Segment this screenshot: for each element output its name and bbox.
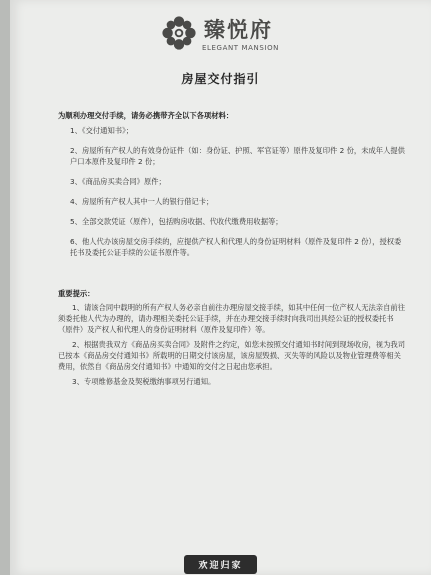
material-item: 1、《交付通知书》； xyxy=(70,126,134,135)
flower-logo-icon xyxy=(160,14,198,52)
intro-text: 为顺利办理交付手续，请务必携带齐全以下各项材料： xyxy=(58,111,234,120)
materials-list xyxy=(58,125,408,267)
notes-list xyxy=(58,302,408,391)
brand-name-en: ELEGANT MANSION xyxy=(202,44,280,52)
document-page xyxy=(10,0,431,575)
footer-bar xyxy=(10,553,431,575)
note-item: 2、根据贵我双方《商品房买卖合同》及附件之约定，如您未按照交付通知书时间到现场收房，视为我司已按本《商品房交付通知书》所载明的日期交付该房屋，该房屋毁损、灭失等的风险以及物业管理费等相关费用，依然自《商品房交付通知书》中通知的交付之日起由您承担。 xyxy=(58,340,405,371)
material-item: 2、房屋所有产权人的有效身份证件（如：身份证、护照、军官证等）原件及复印件 2 份，未成年人提供户口本原件及复印件 2 份； xyxy=(70,146,405,166)
note-item: 1、请该合同中载明的所有产权人务必亲自前往办理房屋交接手续，如其中任何一位产权人无法亲自前往须委托他人代为办理的，请办理相关委托公证手续，并在办理交接手续时向我司出具经公证的授权委托书（原件）及产权人和代理人的身份证明材料（原件及复印件）等。 xyxy=(58,303,405,334)
brand-name-cn: 臻悦府 xyxy=(204,18,273,42)
material-item: 4、房屋所有产权人其中一人的银行借记卡； xyxy=(70,197,214,206)
welcome-banner: 欢迎归家 xyxy=(184,555,256,574)
material-item: 3、《商品房买卖合同》原件； xyxy=(70,177,166,186)
document-title: 房屋交付指引 xyxy=(181,72,260,86)
material-item: 5、全部交款凭证（原件），包括购房收据、代收代缴费用收据等； xyxy=(70,217,283,226)
brand-logo xyxy=(160,10,300,60)
notes-heading: 重要提示： xyxy=(58,289,95,298)
note-item: 3、专项维修基金及契税缴纳事项另行通知。 xyxy=(72,377,216,386)
material-item: 6、他人代办该房屋交房手续的，应提供产权人和代理人的身份证明材料（原件及复印件 2 份），授权委托书及委托公证手续的公证书原件等。 xyxy=(70,237,402,257)
